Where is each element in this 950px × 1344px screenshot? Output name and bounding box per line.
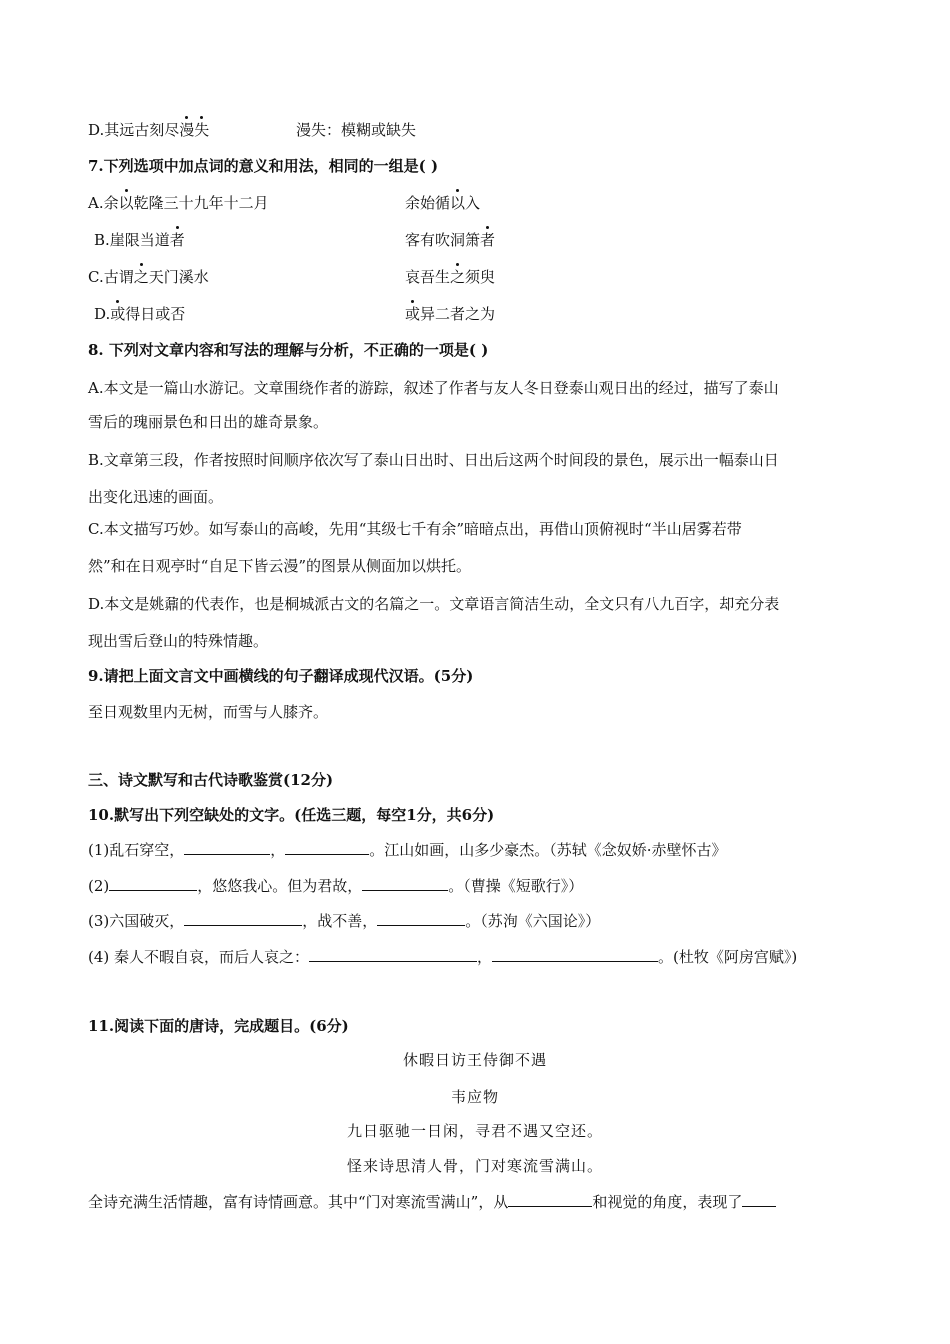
item-text: 。江山如画，山多少豪杰。（苏轼《念奴娇·赤壁怀古》: [369, 841, 727, 859]
item-text: ，战不善，: [302, 912, 378, 930]
q7-option-b: [94, 230, 496, 250]
item-text: 和视觉的角度，表现了: [592, 1193, 743, 1211]
q8-option-c-line1: C.本文描写巧妙。如写泰山的高峻，先用“其级七千有余”暗暗点出，再借山顶俯视时“半山居雾若带: [88, 520, 742, 538]
poem-line-2: 怪来诗思清人骨，门对寒流雪满山。: [346, 1157, 603, 1175]
option-text: B.崖限当道: [94, 231, 170, 249]
option-text: 客有吹洞箫: [405, 231, 481, 249]
fill-blank[interactable]: [285, 840, 369, 855]
option-text: 得日或否: [125, 305, 186, 323]
q7-option-c: [88, 267, 496, 287]
fill-blank[interactable]: [309, 947, 477, 962]
dotted-char: 以: [450, 194, 466, 212]
dotted-char: 之: [133, 268, 149, 286]
item-text: 。(杜牧《阿房宫赋》): [658, 948, 798, 966]
item-text: ，悠悠我心。但为君故，: [197, 877, 363, 895]
option-text: 乾隆三十九年十二月: [133, 194, 269, 212]
option-text: 天门溪水: [148, 268, 209, 286]
q7-option-a: [88, 193, 481, 213]
item-text: (1)乱石穿空，: [88, 841, 185, 859]
dotted-char: 或: [405, 305, 421, 323]
item-text: (2): [88, 877, 110, 895]
q8-option-a-line1: A.本文是一篇山水游记。文章围绕作者的游踪，叙述了作者与友人冬日登泰山观日出的经过，描写了泰山: [88, 379, 779, 397]
q10-item-4: [88, 947, 797, 967]
q11-question: [88, 1192, 776, 1212]
q10-item-1: [88, 840, 727, 860]
q10-item-3: [88, 911, 600, 931]
fill-blank[interactable]: [492, 947, 658, 962]
option-d-prev: [88, 120, 417, 140]
q8-option-d-line2: 现出雪后登山的特殊情趣。: [88, 632, 269, 650]
gloss-text: 漫失：模糊或缺失: [296, 121, 417, 139]
q8-option-b-line1: B.文章第三段，作者按照时间顺序依次写了泰山日出时、日出后这两个时间段的景色，展示出一幅泰山日: [88, 451, 779, 469]
item-text: 。（苏洵《六国论》）: [465, 912, 601, 930]
option-text: D.其远古刻尽: [88, 121, 180, 139]
q8-option-a-line2: 雪后的瑰丽景色和日出的雄奇景象。: [88, 413, 329, 431]
fill-blank[interactable]: [362, 876, 448, 891]
q8-title: 8. 下列对文章内容和写法的理解与分析，不正确的一项是( ): [88, 341, 489, 359]
fill-blank[interactable]: [377, 911, 465, 926]
dotted-char: 以: [118, 194, 134, 212]
dotted-char: 失: [194, 121, 210, 139]
q10-item-2: [88, 876, 583, 896]
option-text: 须臾: [465, 268, 496, 286]
q7-option-d: [94, 304, 496, 324]
q8-option-c-line2: 然”和在日观亭时“自足下皆云漫”的图景从侧面加以烘托。: [88, 557, 472, 575]
fill-blank[interactable]: [184, 840, 270, 855]
q10-title: 10.默写出下列空缺处的文字。(任选三题，每空1分，共6分): [88, 806, 495, 824]
dotted-char: 之: [450, 268, 466, 286]
option-text: 异二者之为: [420, 305, 496, 323]
fill-blank[interactable]: [508, 1192, 592, 1207]
q7-title: 7.下列选项中加点词的意义和用法，相同的一组是( ): [88, 157, 439, 175]
item-text: (3)六国破灭，: [88, 912, 185, 930]
q9-sentence: 至日观数里内无树，而雪与人膝齐。: [88, 703, 329, 721]
option-text: 入: [465, 194, 481, 212]
item-text: (4) 秦人不暇自哀，而后人哀之：: [88, 948, 310, 966]
fill-blank[interactable]: [742, 1192, 776, 1207]
section3-title: 三、诗文默写和古代诗歌鉴赏(12分): [88, 771, 334, 789]
item-text: 全诗充满生活情趣，富有诗情画意。其中“门对寒流雪满山”，从: [88, 1193, 509, 1211]
q9-title: 9.请把上面文言文中画横线的句子翻译成现代汉语。(5分): [88, 667, 474, 685]
dotted-char: 者: [169, 231, 185, 249]
q8-option-d-line1: D.本文是姚鼐的代表作，也是桐城派古文的名篇之一。文章语言简洁生动，全文只有八九百字，却充分表: [88, 595, 780, 613]
option-text: A.余: [88, 194, 119, 212]
item-text: ，: [270, 841, 286, 859]
poem-title: 休暇日访王侍御不遇: [402, 1051, 547, 1069]
option-text: C.古谓: [88, 268, 134, 286]
poem-line-1: 九日驱驰一日闲，寻君不遇又空还。: [346, 1122, 603, 1140]
fill-blank[interactable]: [184, 911, 302, 926]
option-text: 哀吾生: [405, 268, 451, 286]
poem-author: 韦应物: [450, 1088, 499, 1106]
dotted-char: 者: [480, 231, 496, 249]
item-text: 。（曹操《短歌行》）: [448, 877, 584, 895]
q11-title: 11.阅读下面的唐诗，完成题目。(6分): [88, 1017, 349, 1035]
option-text: 余始循: [405, 194, 451, 212]
dotted-char: 漫: [179, 121, 195, 139]
item-text: ，: [477, 948, 493, 966]
dotted-char: 或: [110, 305, 126, 323]
q8-option-b-line2: 出变化迅速的画面。: [88, 488, 224, 506]
option-text: D.: [94, 305, 111, 323]
fill-blank[interactable]: [109, 876, 197, 891]
